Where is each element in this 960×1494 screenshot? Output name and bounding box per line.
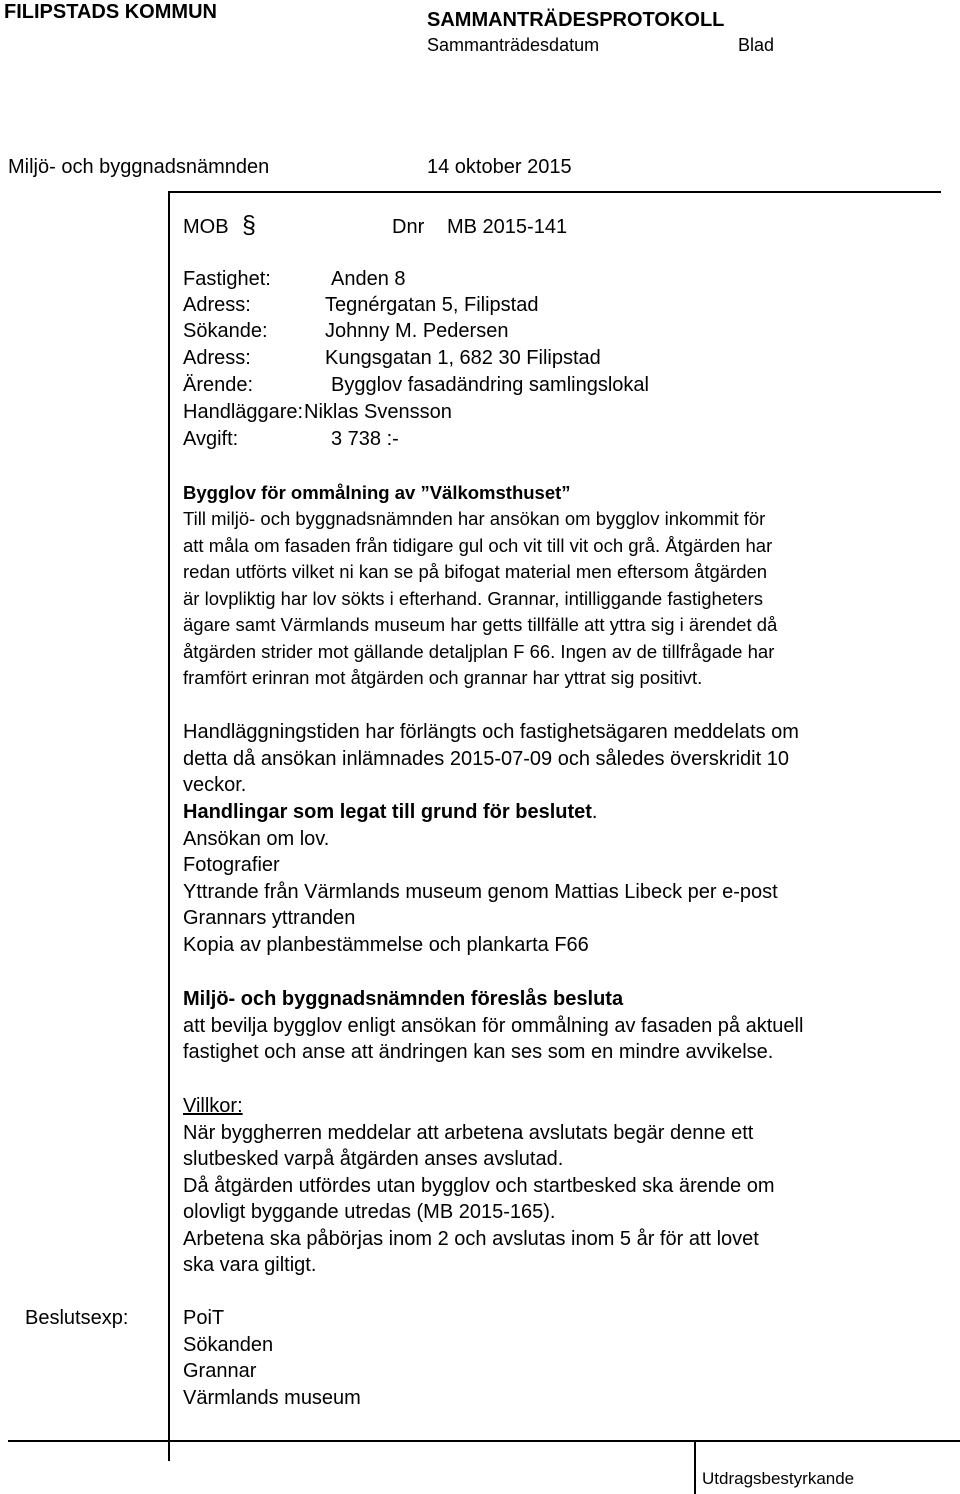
processing-line: veckor. bbox=[183, 774, 247, 796]
proposal-section bbox=[183, 986, 803, 1066]
committee-name: Miljö- och byggnadsnämnden bbox=[8, 156, 270, 178]
dispatch-label: Beslutsexp: bbox=[25, 1307, 129, 1329]
documents-heading-period: . bbox=[591, 801, 598, 823]
description-line: åtgärden strider mot gällande detaljplan F 66. Ingen av de tillfrågade har bbox=[183, 640, 775, 662]
meeting-date: 14 oktober 2015 bbox=[427, 156, 572, 178]
case-code: MOB bbox=[183, 216, 229, 238]
document-item: Kopia av planbestämmelse och plankarta F66 bbox=[183, 933, 589, 956]
field-label-fee: Avgift: bbox=[183, 428, 239, 450]
conditions-section bbox=[183, 1093, 774, 1279]
field-value-property: Anden 8 bbox=[331, 268, 406, 290]
field-label-applicant: Sökande: bbox=[183, 320, 268, 342]
condition-line: slutbesked varpå åtgärden anses avslutad. bbox=[183, 1148, 564, 1170]
documents-heading-line bbox=[183, 799, 778, 826]
description-line: att måla om fasaden från tidigare gul och vit till vit och grå. Åtgärden har bbox=[183, 534, 773, 556]
dispatch-recipients bbox=[183, 1305, 361, 1411]
field-value-fee: 3 738 :- bbox=[331, 428, 399, 450]
field-value-applicant: Johnny M. Pedersen bbox=[325, 320, 509, 342]
document-item: Grannars yttranden bbox=[183, 907, 356, 929]
description-paragraph bbox=[183, 506, 777, 692]
documents-section bbox=[183, 799, 778, 958]
description-line: är lovpliktig har lov sökts i efterhand. Grannar, intilliggande fastigheters bbox=[183, 587, 763, 609]
meeting-date-label: Sammanträdesdatum bbox=[427, 35, 600, 55]
field-value-matter: Bygglov fasadändring samlingslokal bbox=[331, 374, 649, 396]
conditions-heading: Villkor: bbox=[183, 1095, 243, 1117]
subject-heading: Bygglov för ommålning av ”Välkomsthuset” bbox=[183, 482, 571, 503]
field-label-matter: Ärende: bbox=[183, 374, 254, 396]
description-line: framfört erinran mot åtgärden och grannar har yttrat sig positivt. bbox=[183, 667, 703, 688]
description-line: ägare samt Värmlands museum har getts tillfälle att yttra sig i ärendet då bbox=[183, 614, 778, 635]
proposal-line: fastighet och anse att ändringen kan ses som en mindre avvikelse. bbox=[183, 1041, 774, 1063]
documents-heading: Handlingar som legat till grund för beslutet bbox=[183, 801, 592, 823]
field-label-case-officer: Handläggare: bbox=[183, 401, 304, 423]
description-line: redan utförts vilket ni kan se på bifogat material men eftersom åtgärden bbox=[183, 561, 768, 582]
document-item: Fotografier bbox=[183, 854, 280, 876]
field-label-address: Adress: bbox=[183, 294, 251, 316]
proposal-line: att bevilja bygglov enligt ansökan för ommålning av fasaden på aktuell bbox=[183, 1014, 804, 1037]
dispatch-recipient: Sökanden bbox=[183, 1333, 274, 1356]
condition-line: ska vara giltigt. bbox=[183, 1254, 317, 1276]
page-label: Blad bbox=[738, 35, 775, 55]
processing-line: Handläggningstiden har förlängts och fastighetsägaren meddelats om bbox=[183, 721, 799, 743]
field-value-case-officer: Niklas Svensson bbox=[304, 401, 452, 423]
footer-box-divider bbox=[694, 1440, 696, 1494]
description-line: Till miljö- och byggnadsnämnden har ansökan om bygglov inkommit för bbox=[183, 508, 766, 529]
left-margin-rule bbox=[168, 191, 170, 1461]
condition-line: Då åtgärden utfördes utan bygglov och startbesked ska ärende om bbox=[183, 1174, 775, 1197]
document-item: Ansökan om lov. bbox=[183, 827, 330, 850]
condition-line: När byggherren meddelar att arbetena avslutats begär denne ett bbox=[183, 1121, 754, 1144]
field-value-applicant-address: Kungsgatan 1, 682 30 Filipstad bbox=[325, 347, 601, 369]
dnr-label: Dnr bbox=[392, 216, 425, 238]
certification-label: Utdragsbestyrkande bbox=[702, 1469, 855, 1488]
proposal-heading: Miljö- och byggnadsnämnden föreslås besluta bbox=[183, 988, 624, 1010]
dispatch-recipient: Grannar bbox=[183, 1360, 257, 1382]
field-value-address: Tegnérgatan 5, Filipstad bbox=[325, 294, 539, 316]
condition-line: Arbetena ska påbörjas inom 2 och avslutas inom 5 år för att lovet bbox=[183, 1227, 759, 1250]
paragraph-symbol: § bbox=[242, 211, 256, 239]
field-label-applicant-address: Adress: bbox=[183, 347, 251, 369]
top-rule bbox=[168, 191, 941, 193]
processing-line: detta då ansökan inlämnades 2015-07-09 och således överskridit 10 bbox=[183, 747, 789, 770]
bottom-rule bbox=[8, 1440, 960, 1442]
condition-line: olovligt byggande utredas (MB 2015-165). bbox=[183, 1201, 556, 1223]
dispatch-recipient: Värmlands museum bbox=[183, 1386, 361, 1409]
dnr-number: MB 2015-141 bbox=[447, 216, 568, 238]
document-title: SAMMANTRÄDESPROTOKOLL bbox=[427, 9, 725, 31]
processing-paragraph bbox=[183, 719, 799, 799]
field-label-property: Fastighet: bbox=[183, 268, 271, 290]
dispatch-recipient: PoiT bbox=[183, 1307, 225, 1329]
municipality-name: FILIPSTADS KOMMUN bbox=[4, 1, 217, 23]
document-item: Yttrande från Värmlands museum genom Mattias Libeck per e-post bbox=[183, 880, 778, 903]
